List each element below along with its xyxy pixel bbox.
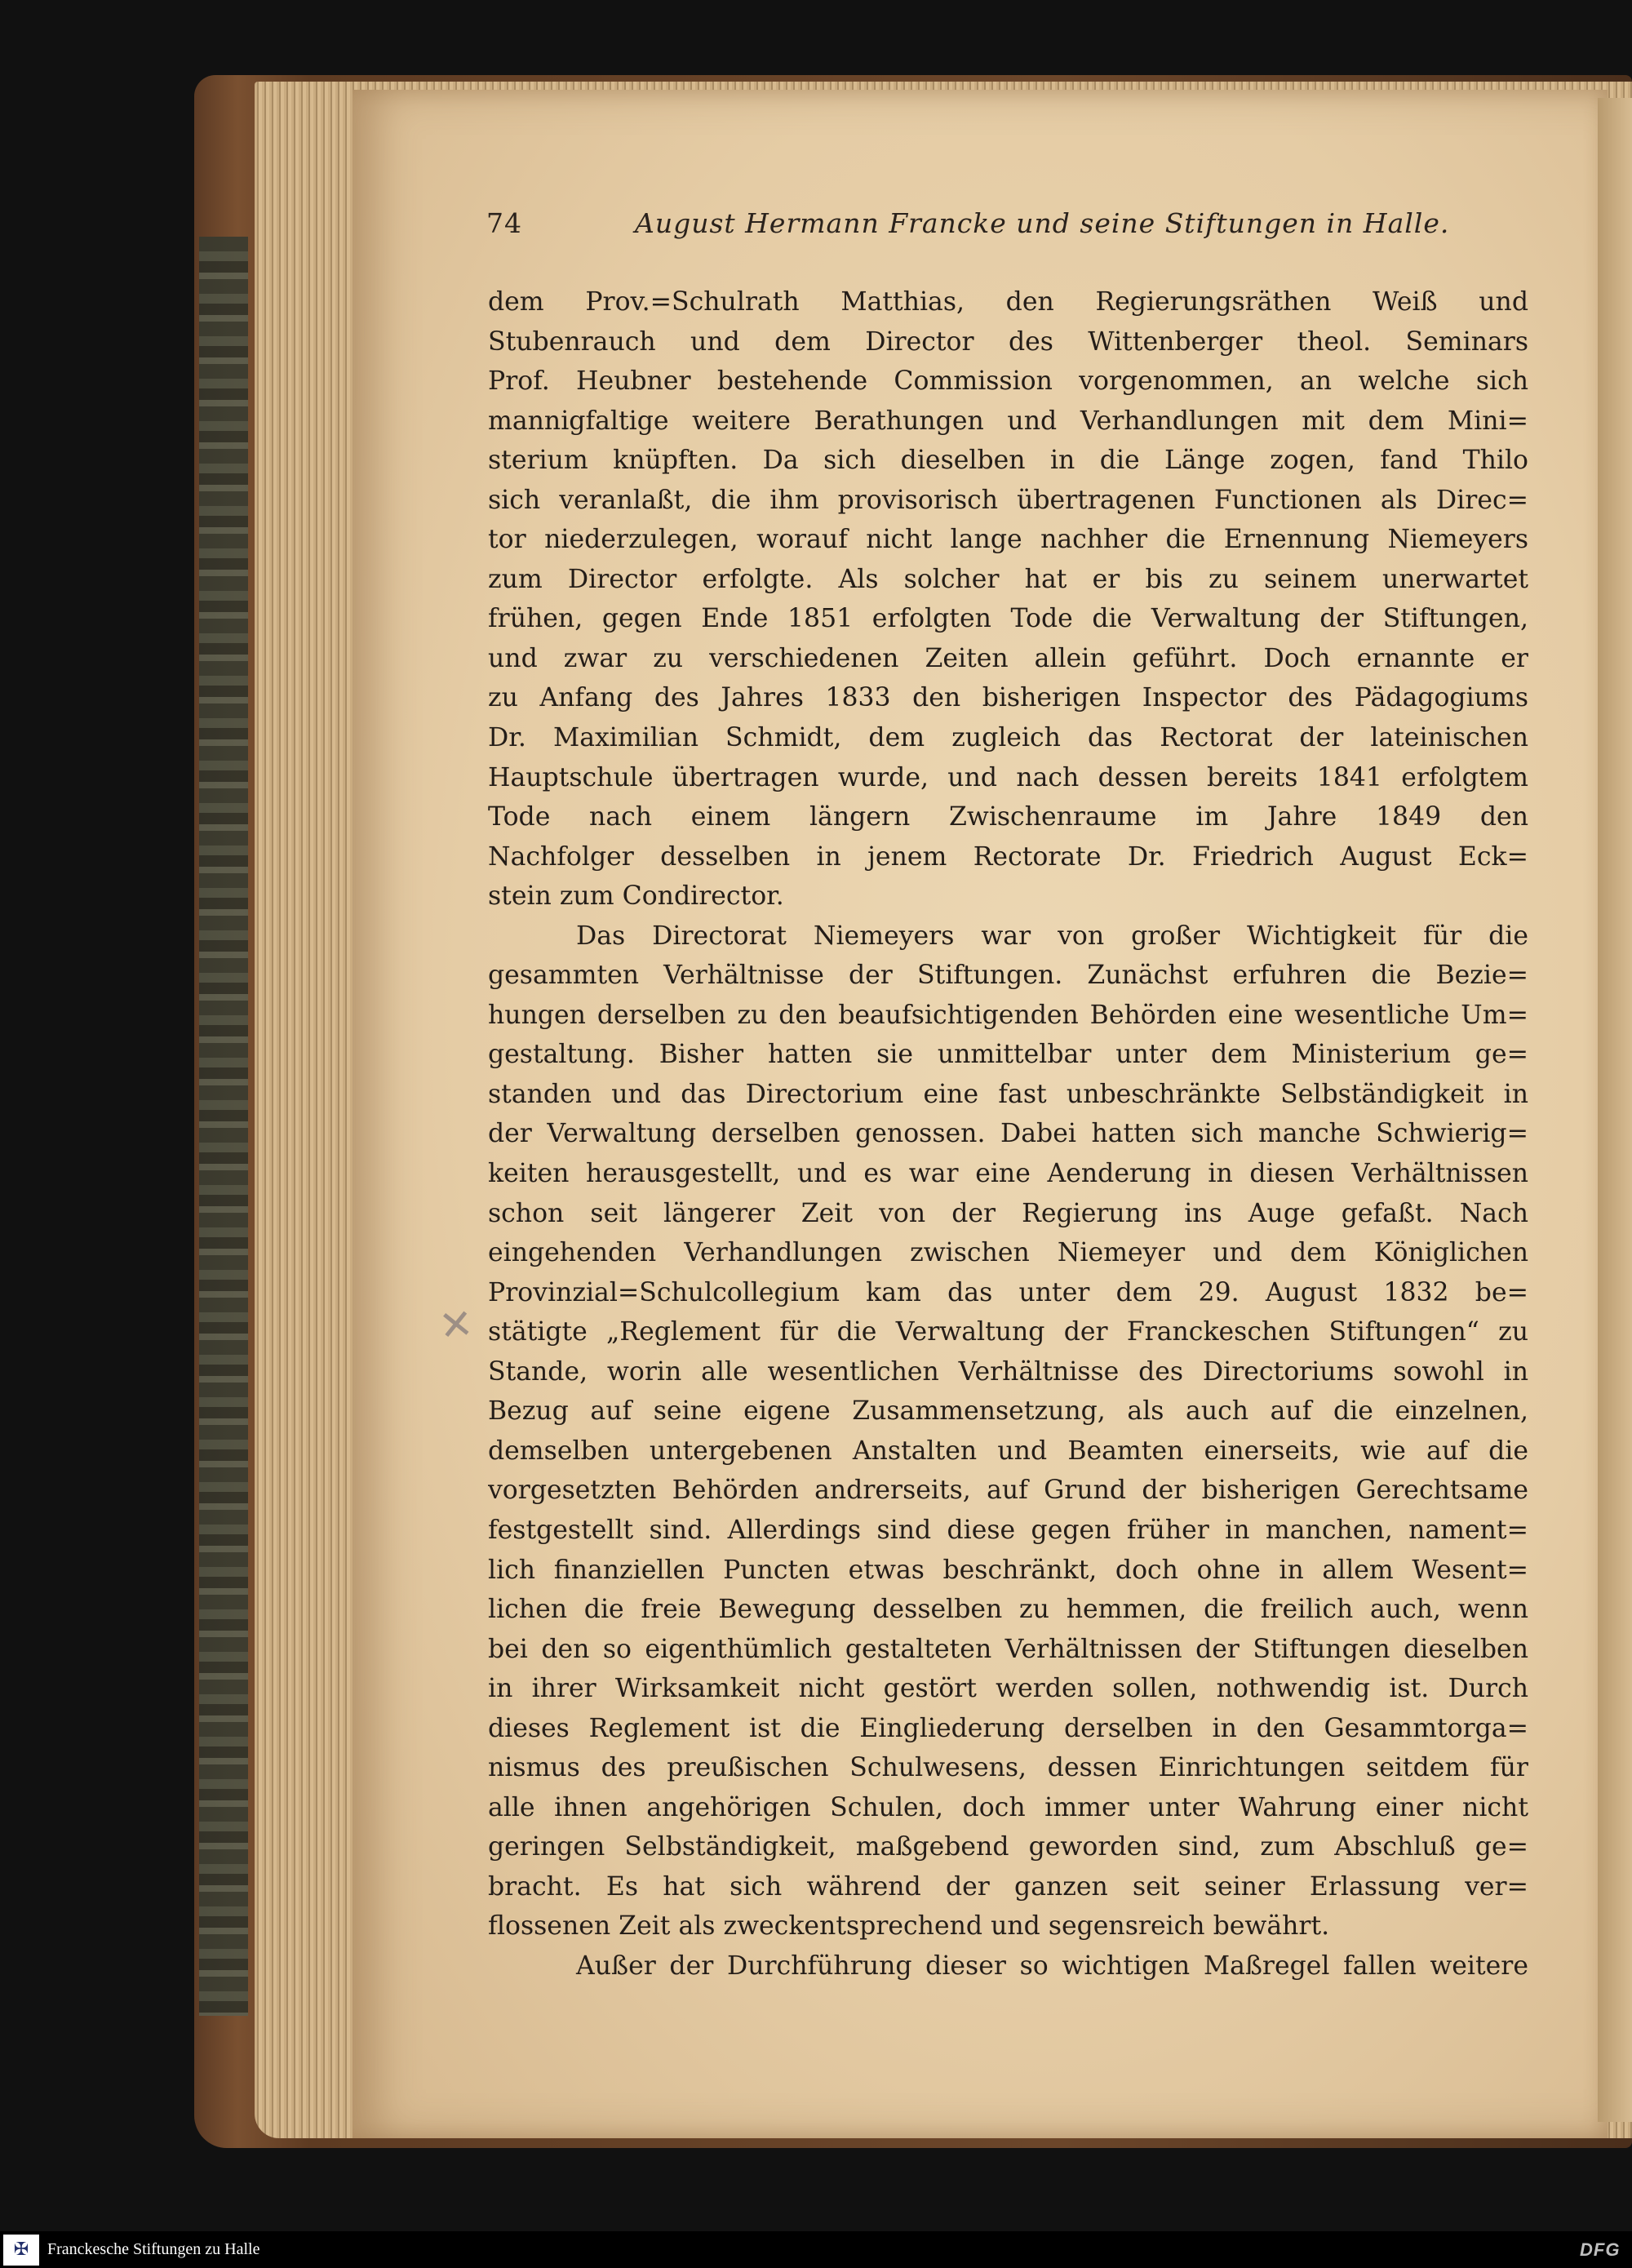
- text-line: alle ihnen angehörigen Schulen, doch immer unter Wahrung einer nicht: [488, 1792, 1528, 1822]
- text-line: Bezug auf seine eigene Zusammensetzung, als auch auf die einzelnen,: [488, 1396, 1528, 1427]
- paragraph-start: Außer der Durchführung dieser so wichtigen Maßregel fallen weitere: [576, 1951, 1528, 1981]
- text-line: gesammten Verhältnisse der Stiftungen. Zunächst erfuhren die Bezie=: [488, 961, 1528, 991]
- text-line: Provinzial=Schulcollegium kam das unter dem 29. August 1832 be=: [488, 1277, 1528, 1307]
- text-line: festgestellt sind. Allerdings sind diese gegen früher in manchen, nament=: [488, 1515, 1528, 1545]
- text-line: sterium knüpften. Da sich dieselben in die Länge zogen, fand Thilo: [488, 446, 1528, 476]
- text-line: mannigfaltige weitere Berathungen und Verhandlungen mit dem Mini=: [488, 406, 1528, 436]
- pencil-mark-icon: ✕: [437, 1299, 476, 1351]
- book-spine-pattern: [199, 237, 248, 2016]
- text-line: Tode nach einem längern Zwischenraume im Jahre 1849 den: [488, 802, 1528, 832]
- text-line: Hauptschule übertragen wurde, und nach dessen bereits 1841 erfolgtem: [488, 762, 1528, 792]
- text-line: keiten herausgestellt, und es war eine Aenderung in diesen Verhältnissen: [488, 1159, 1528, 1189]
- text-line: vorgesetzten Behörden andrerseits, auf Grund der bisherigen Gerechtsame: [488, 1476, 1528, 1506]
- text-line: Stande, worin alle wesentlichen Verhältnisse des Directoriums sowohl in: [488, 1356, 1528, 1387]
- text-line: gestaltung. Bisher hatten sie unmittelbar unter dem Ministerium ge=: [488, 1040, 1528, 1070]
- text-line: stein zum Condirector.: [488, 881, 784, 912]
- text-line: Prof. Heubner bestehende Commission vorgenommen, an welche sich: [488, 366, 1528, 397]
- page-number: 74: [486, 207, 522, 239]
- text-line: Stubenrauch und dem Director des Wittenberger theol. Seminars: [488, 326, 1528, 357]
- text-line: dieses Reglement ist die Eingliederung derselben in den Gesammtorga=: [488, 1713, 1528, 1743]
- text-line: standen und das Directorium eine fast unbeschränkte Selbständigkeit in: [488, 1079, 1528, 1109]
- text-line: sich veranlaßt, die ihm provisorisch übertragenen Functionen als Direc=: [488, 485, 1528, 515]
- text-line: hungen derselben zu den beaufsichtigenden Behörden eine wesentliche Um=: [488, 1000, 1528, 1030]
- text-line: schon seit längerer Zeit von der Regierung ins Auge gefaßt. Nach: [488, 1198, 1528, 1228]
- text-line: zu Anfang des Jahres 1833 den bisherigen Inspector des Pädagogiums: [488, 683, 1528, 713]
- text-line: tor niederzulegen, worauf nicht lange nachher die Ernennung Niemeyers: [488, 525, 1528, 555]
- facing-page-edge: [1598, 98, 1632, 2122]
- running-title: August Hermann Francke und seine Stiftungen in Halle.: [635, 207, 1450, 239]
- text-line: geringen Selbständigkeit, maßgebend geworden sind, zum Abschluß ge=: [488, 1832, 1528, 1862]
- running-header: [486, 207, 1450, 240]
- text-line: der Verwaltung derselben genossen. Dabei hatten sich manche Schwierig=: [488, 1119, 1528, 1149]
- text-line: Dr. Maximilian Schmidt, dem zugleich das Rectorat der lateinischen: [488, 723, 1528, 753]
- text-line: bracht. Es hat sich während der ganzen seit seiner Erlassung ver=: [488, 1871, 1528, 1902]
- text-line: in ihrer Wirksamkeit nicht gestört werden sollen, nothwendig ist. Durch: [488, 1674, 1528, 1704]
- text-line: bei den so eigenthümlich gestalteten Verhältnissen der Stiftungen dieselben: [488, 1634, 1528, 1664]
- paragraph-start: Das Directorat Niemeyers war von großer Wichtigkeit für die: [576, 921, 1528, 951]
- text-line: demselben untergebenen Anstalten und Beamten einerseits, wie auf die: [488, 1436, 1528, 1466]
- text-line: zum Director erfolgte. Als solcher hat er bis zu seinem unerwartet: [488, 564, 1528, 594]
- text-line: stätigte „Reglement für die Verwaltung der Franckeschen Stiftungen“ zu: [488, 1317, 1528, 1347]
- text-line: nismus des preußischen Schulwesens, dessen Einrichtungen seitdem für: [488, 1753, 1528, 1783]
- text-line: Nachfolger desselben in jenem Rectorate Dr. Friedrich August Eck=: [488, 841, 1528, 872]
- text-line: flossenen Zeit als zweckentsprechend und segensreich bewährt.: [488, 1911, 1330, 1942]
- text-line: lichen die freie Bewegung desselben zu hemmen, die freilich auch, wenn: [488, 1595, 1528, 1625]
- body-text: [488, 282, 1528, 1986]
- institution-logo-icon[interactable]: ✠: [3, 2235, 39, 2266]
- text-line: dem Prov.=Schulrath Matthias, den Regierungsräthen Weiß und: [488, 287, 1528, 317]
- institution-name-link[interactable]: Franckesche Stiftungen zu Halle: [47, 2240, 260, 2258]
- text-line: eingehenden Verhandlungen zwischen Niemeyer und dem Königlichen: [488, 1238, 1528, 1268]
- dfg-logo[interactable]: DFG: [1580, 2239, 1621, 2260]
- text-line: frühen, gegen Ende 1851 erfolgten Tode die Verwaltung der Stiftungen,: [488, 604, 1528, 634]
- text-line: lich finanziellen Puncten etwas beschränkt, doch ohne in allem Wesent=: [488, 1555, 1528, 1585]
- text-line: und zwar zu verschiedenen Zeiten allein geführt. Doch ernannte er: [488, 643, 1528, 673]
